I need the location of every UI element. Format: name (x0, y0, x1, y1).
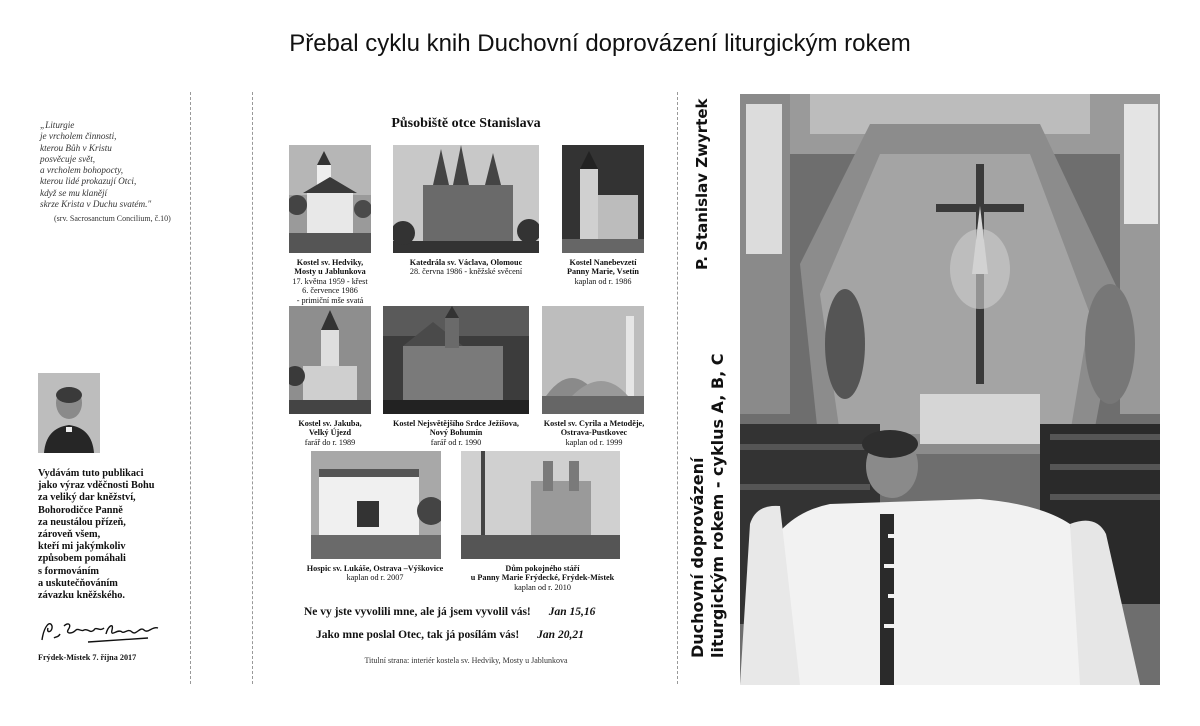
caption-title: Ostrava-Pustkovec (560, 428, 628, 438)
verse-text: Ne vy jste vyvolili mne, ale já jsem vyvolil vás! (304, 606, 531, 618)
caption-detail: 28. června 1986 - kněžské svěcení (409, 267, 523, 277)
quote-line: kterou Bůh v Kristu (40, 142, 112, 153)
caption-title: Dům pokojného stáří (505, 564, 580, 573)
quote-source: (srv. Sacrosanctum Concilium, č.10) (54, 214, 171, 223)
liturgy-quote (40, 120, 180, 210)
caption-pustkovec (532, 419, 656, 447)
cover-photo-credit: Titulní strana: interiér kostela sv. Hedviky, Mosty u Jablunkova (364, 656, 568, 665)
author-portrait-photo (38, 373, 100, 453)
caption-detail: kaplan od r. 1986 (574, 276, 632, 286)
dedication-text (38, 468, 188, 602)
dedication-line: jako výraz vděčnosti Bohu (38, 480, 155, 492)
caption-vsetin (548, 258, 658, 286)
photo-church-novy-bohumin (383, 306, 529, 414)
bible-verse-2 (316, 629, 584, 641)
caption-title: Velký Újezd (308, 428, 352, 438)
back-cover-title: Působiště otce Stanislava (391, 116, 541, 131)
bible-verse-1 (304, 606, 595, 618)
front-cover-photo (740, 94, 1160, 685)
photo-house-frydek (461, 451, 620, 559)
dedication-line: za neustálou přízeň, (38, 516, 126, 528)
page-title: Přebal cyklu knih Duchovní doprovázení liturgickým rokem (289, 30, 911, 57)
photo-church-hedvika (289, 145, 371, 253)
dedication-line: Bohorodičce Panně (38, 504, 123, 516)
caption-title: Mosty u Jablunkova (294, 267, 366, 277)
dedication-line: za veliký dar kněžství, (38, 492, 136, 504)
spine-author-text: P. Stanislav Zwyrtek (693, 98, 711, 270)
caption-hospice (290, 564, 460, 583)
caption-title: u Panny Marie Frýdecké, Frýdek-Místek (470, 573, 615, 583)
caption-detail: 17. května 1959 - křest (292, 276, 368, 286)
dedication-line: Vydávám tuto publikaci (38, 468, 144, 479)
caption-novy-bohumin (373, 419, 539, 447)
photo-hospice-lukas (311, 451, 441, 559)
quote-line: „Liturgie (40, 120, 75, 130)
photo-church-velky-ujezd (289, 306, 371, 414)
dedication-line: kteří mi jakýmkoliv (38, 541, 126, 553)
quote-line: a vrcholem bohopocty, (40, 165, 124, 176)
spine-title-line2: liturgickým rokem - cyklus A, B, C (708, 353, 727, 658)
handwritten-signature (38, 616, 163, 648)
photo-cathedral-olomouc (393, 145, 539, 253)
caption-title: Kostel sv. Hedviky, (296, 258, 364, 267)
caption-title: Kostel Nejsvětějšího Srdce Ježíšova, (393, 419, 519, 428)
dedication-line: a uskutečňováním (38, 577, 118, 589)
caption-title: Panny Marie, Vsetín (567, 267, 639, 277)
caption-title: Hospic sv. Lukáše, Ostrava –Výškovice (306, 564, 444, 573)
caption-detail: kaplan od r. 2007 (346, 573, 404, 583)
fold-line-spine (677, 92, 678, 684)
spine-title-line1: Duchovní doprovázení (688, 457, 707, 658)
place-and-date: Frýdek-Místek 7. října 2017 (38, 653, 137, 662)
quote-line: je vrcholem činnosti, (40, 131, 117, 142)
verse-text: Jako mne poslal Otec, tak já posílám vás! (316, 629, 520, 641)
caption-title: Nový Bohumín (429, 428, 483, 438)
fold-line-left (190, 92, 191, 684)
dedication-line: s formováním (38, 565, 99, 577)
spine-book-title (680, 353, 740, 662)
quote-line: skrze Krista v Duchu svatém." (40, 199, 152, 210)
caption-detail: 6. července 1986 (302, 286, 358, 296)
quote-line: když se mu klanějí (40, 187, 108, 198)
caption-title: Kostel sv. Cyrila a Metoděje, (543, 419, 645, 428)
dedication-line: závazku kněžského. (38, 590, 125, 602)
caption-olomouc (393, 258, 539, 277)
caption-detail: - primiční mše svatá (296, 295, 364, 305)
caption-detail: farář do r. 1989 (304, 437, 356, 447)
caption-hedvika (270, 258, 390, 305)
caption-velky-ujezd (270, 419, 390, 447)
dedication-line: zároveň všem, (38, 529, 101, 541)
photo-church-pustkovec (542, 306, 644, 414)
quote-line: posvěcuje svět, (40, 153, 96, 164)
fold-line-back (252, 92, 253, 684)
verse-reference: Jan 15,16 (548, 606, 596, 618)
quote-line: kterou lidé prokazují Otci, (40, 176, 137, 187)
dedication-line: způsobem pomáhali (38, 553, 126, 565)
caption-frydek (450, 564, 635, 592)
caption-detail: kaplan od r. 2010 (514, 582, 571, 592)
caption-title: Kostel sv. Jakuba, (298, 419, 362, 428)
caption-title: Katedrála sv. Václava, Olomouc (409, 258, 523, 267)
verse-reference: Jan 20,21 (537, 629, 584, 641)
caption-title: Kostel Nanebevzetí (569, 258, 637, 267)
caption-detail: farář od r. 1990 (430, 437, 482, 447)
caption-detail: kaplan od r. 1999 (565, 437, 623, 447)
photo-church-vsetin (562, 145, 644, 253)
spine-author (683, 98, 723, 280)
